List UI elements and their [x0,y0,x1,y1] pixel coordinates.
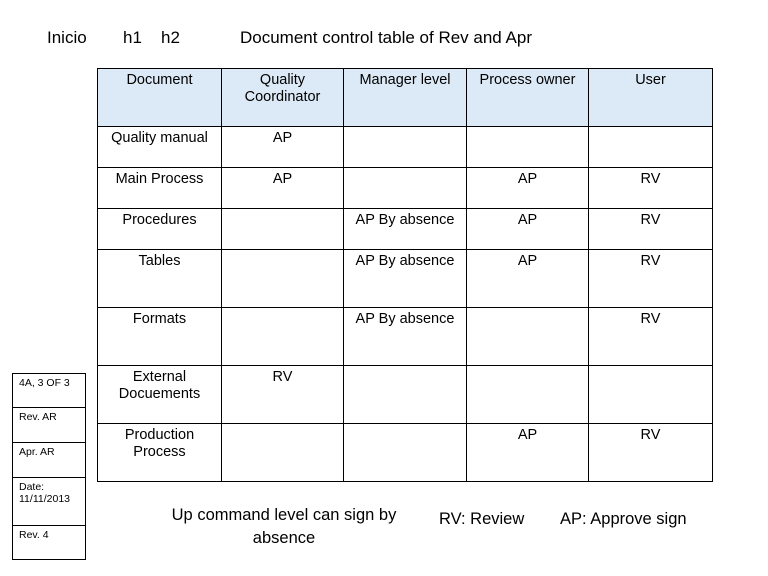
table-cell: AP By absence [344,250,467,308]
sidebox-approval: Apr. AR [13,443,86,478]
table-cell [467,127,589,168]
table-cell [344,127,467,168]
table-cell: AP [467,209,589,250]
table-cell [589,366,713,424]
row-document-name: Main Process [98,168,222,209]
nav-link-h2[interactable]: h2 [161,28,180,47]
table-cell: RV [222,366,344,424]
table-cell [467,366,589,424]
table-cell: AP By absence [344,308,467,366]
legend-review: RV: Review [439,510,525,528]
table-cell [344,168,467,209]
column-header-document: Document [98,69,222,127]
table-cell [589,127,713,168]
table-cell: RV [589,250,713,308]
table-row [98,424,713,482]
legend-approve: AP: Approve sign [560,510,687,528]
table-cell: AP [467,168,589,209]
table-row [98,250,713,308]
table-cell [344,366,467,424]
row-document-name: Quality manual [98,127,222,168]
column-header-manager-level: Manager level [344,69,467,127]
document-control-table [97,68,713,482]
row-document-name: Production Process [98,424,222,482]
sidebox-page-ref: 4A, 3 OF 3 [13,374,86,408]
table-cell: RV [589,308,713,366]
table-cell [344,424,467,482]
table-header-row [98,69,713,127]
table-cell [222,209,344,250]
nav-link-h1[interactable]: h1 [123,28,142,47]
table-row [98,168,713,209]
table-cell: AP [467,250,589,308]
row-document-name: External Docuements [98,366,222,424]
column-header-user: User [589,69,713,127]
table-cell: AP [222,127,344,168]
column-header-process-owner: Process owner [467,69,589,127]
table-cell: AP [222,168,344,209]
row-document-name: Formats [98,308,222,366]
table-cell: AP [467,424,589,482]
row-document-name: Tables [98,250,222,308]
page-title: Document control table of Rev and Apr [240,28,532,47]
table-row [98,127,713,168]
table-cell: RV [589,209,713,250]
sidebox-rev-number: Rev. 4 [13,526,86,560]
nav-link-inicio[interactable]: Inicio [47,28,87,47]
table-cell: AP By absence [344,209,467,250]
sidebox-revision: Rev. AR [13,408,86,443]
footnote-absence: Up command level can sign by absence [171,506,397,547]
sidebox-date: Date: 11/11/2013 [13,478,86,526]
row-document-name: Procedures [98,209,222,250]
table-cell [222,250,344,308]
table-cell: RV [589,168,713,209]
revision-info-box [12,373,86,560]
table-cell: RV [589,424,713,482]
table-cell [222,424,344,482]
table-cell [222,308,344,366]
column-header-quality-coordinator: Quality Coordinator [222,69,344,127]
table-row [98,308,713,366]
table-row [98,209,713,250]
table-cell [467,308,589,366]
table-row [98,366,713,424]
